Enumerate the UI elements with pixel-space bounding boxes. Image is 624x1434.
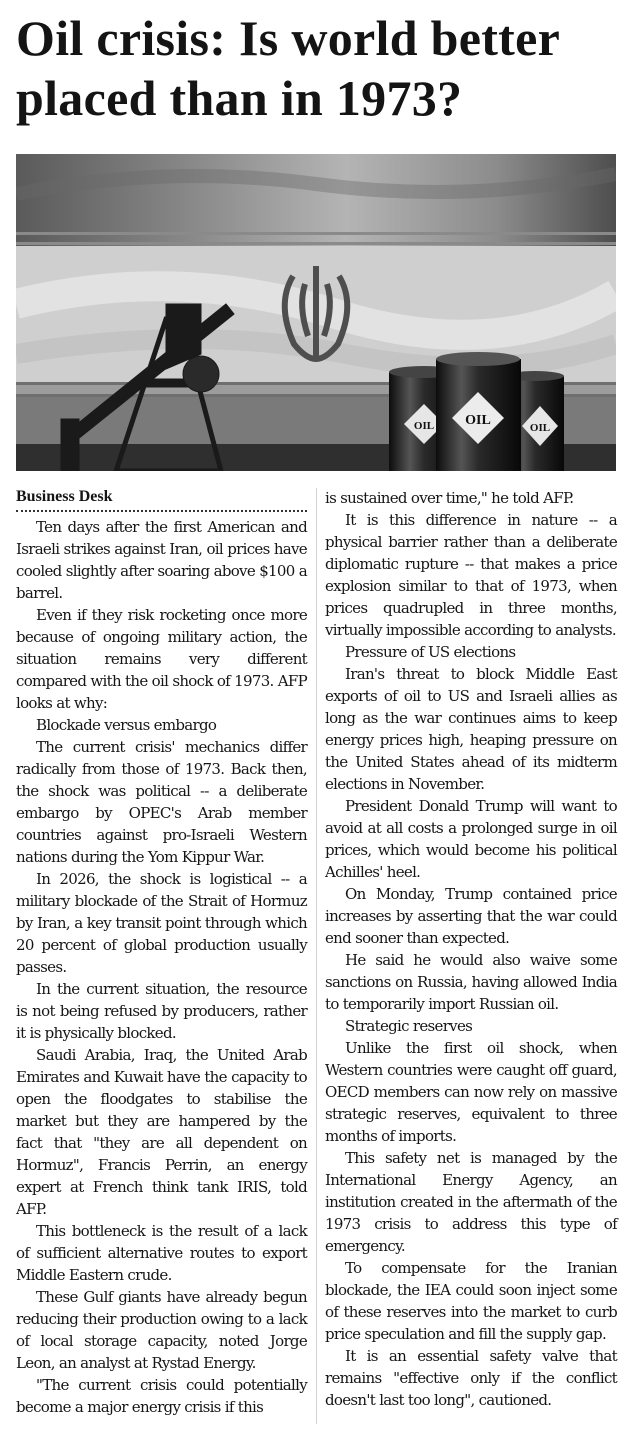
paragraph: The current crisis' mechanics differ radically from those of 1973. Back then, the shock was political -- a deliberate embargo by OPEC's Arab member countries against pro-Israeli Western nations during the Yom Kippur War.: [16, 738, 307, 866]
paragraph: This safety net is managed by the International Energy Agency, an institution created in the aftermath of the 1973 crisis to address this type of emergency.: [325, 1149, 617, 1255]
paragraph: President Donald Trump will want to avoid at all costs a prolonged surge in oil prices, which would become his political Achilles' heel.: [325, 797, 617, 881]
paragraph: It is an essential safety valve that remains "effective only if the conflict doesn't last too long", cautioned.: [325, 1347, 617, 1409]
paragraph: This bottleneck is the result of a lack of sufficient alternative routes to export Middle Eastern crude.: [16, 1222, 307, 1284]
paragraph: To compensate for the Iranian blockade, the IEA could soon inject some of these reserves into the market to curb price speculation and fill the supply gap.: [325, 1259, 617, 1343]
headline-line-2: placed than in 1973?: [16, 70, 463, 126]
iran-flag-oil-illustration: [16, 154, 616, 471]
paragraph: In the current situation, the resource is not being refused by producers, rather it is physically blocked.: [16, 980, 307, 1042]
headline-line-1: Oil crisis: Is world better: [16, 10, 561, 66]
paragraph: He said he would also waive some sanctions on Russia, having allowed India to temporarily import Russian oil.: [325, 951, 617, 1013]
paragraph: Ten days after the first American and Israeli strikes against Iran, oil prices have cooled slightly after soaring above $100 a barrel.: [16, 518, 307, 602]
paragraph-continued: is sustained over time," he told AFP.: [325, 489, 574, 507]
article-column-left: [16, 486, 307, 1418]
article-photo: [16, 154, 616, 471]
barrel-left-label: OIL: [413, 420, 435, 432]
paragraph: In 2026, the shock is logistical -- a military blockade of the Strait of Hormuz by Iran, a key transit point through which 20 percent of global production usually passes.: [16, 870, 307, 976]
barrel-center-label: OIL: [465, 413, 491, 428]
column-divider: [316, 488, 317, 1424]
article-column-right: [325, 487, 617, 1411]
article-headline: [16, 8, 616, 128]
subheading: Pressure of US elections: [345, 643, 516, 661]
paragraph: Saudi Arabia, Iraq, the United Arab Emirates and Kuwait have the capacity to open the floodgates to stabilise the market but they are hampered by the fact that "they are all dependent on Hormuz", Francis Perrin, an energy expert at French think tank IRIS, told AFP.: [16, 1046, 307, 1218]
barrel-right-label: OIL: [529, 422, 551, 434]
paragraph: It is this difference in nature -- a physical barrier rather than a deliberate diplomatic rupture -- that makes a price explosion similar to that of 1973, when prices quadrupled in three months, virtually impossible according to analysts.: [325, 511, 617, 639]
paragraph: "The current crisis could potentially become a major energy crisis if this: [16, 1376, 307, 1416]
subheading: Blockade versus embargo: [36, 716, 217, 734]
paragraph: Even if they risk rocketing once more because of ongoing military action, the situation remains very different compared with the oil shock of 1973. AFP looks at why:: [16, 606, 307, 712]
subheading: Strategic reserves: [345, 1017, 473, 1035]
oil-barrel-center: [436, 352, 521, 471]
byline-desk: Business Desk: [16, 486, 307, 512]
paragraph: Iran's threat to block Middle East exports of oil to US and Israeli allies as long as the war continues aims to keep energy prices high, heaping pressure on the United States ahead of its midterm elections in November.: [325, 665, 617, 793]
paragraph: These Gulf giants have already begun reducing their production owing to a lack of local storage capacity, noted Jorge Leon, an analyst at Rystad Energy.: [16, 1288, 307, 1372]
paragraph: On Monday, Trump contained price increases by asserting that the war could end sooner than expected.: [325, 885, 617, 947]
paragraph: Unlike the first oil shock, when Western countries were caught off guard, OECD members can now rely on massive strategic reserves, equivalent to three months of imports.: [325, 1039, 617, 1145]
